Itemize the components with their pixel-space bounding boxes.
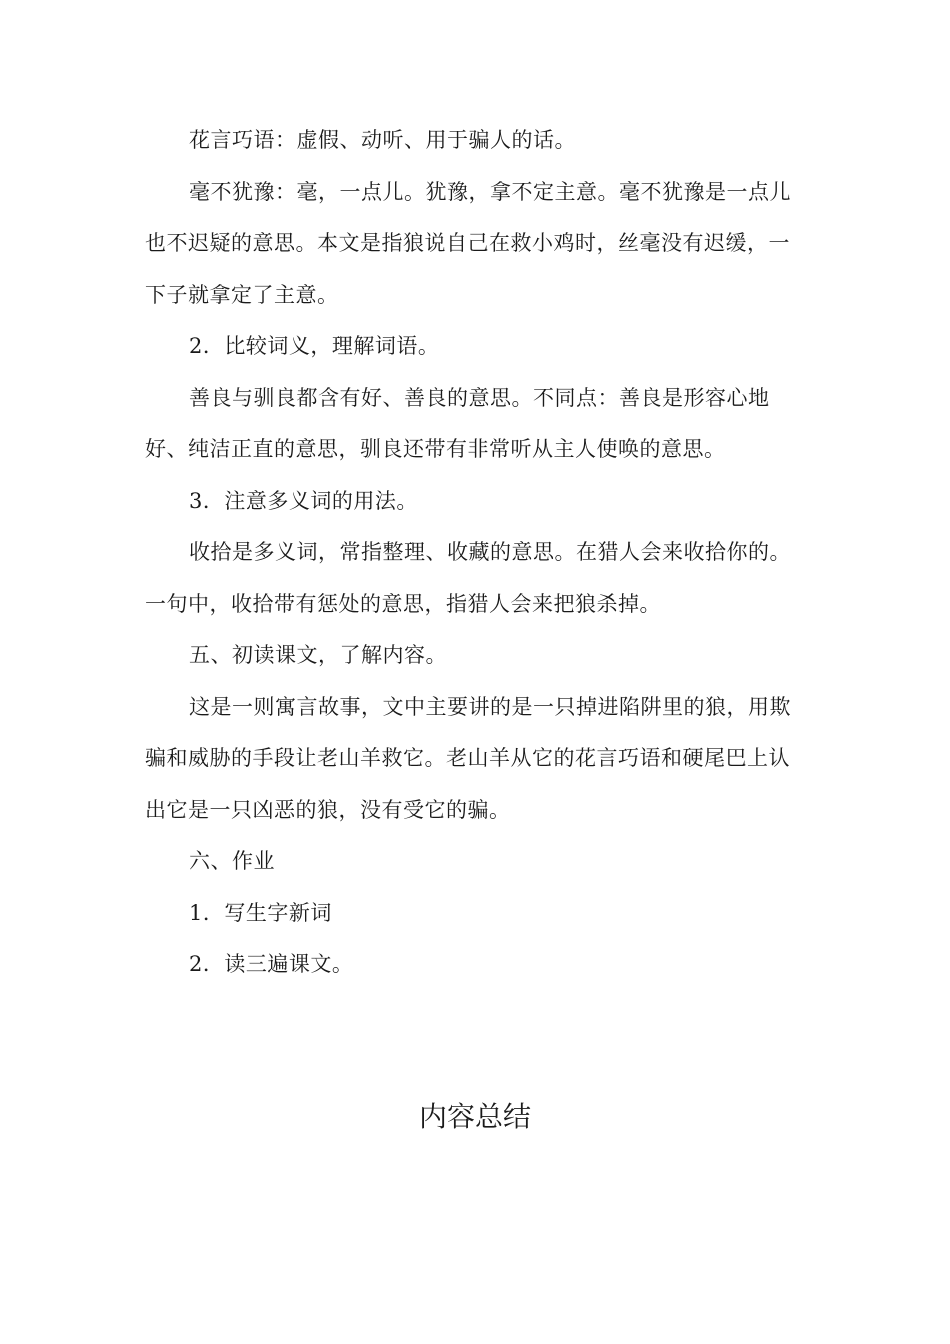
heading-homework: 六、作业 <box>189 849 275 873</box>
homework-item-1: 1．写生字新词 <box>189 900 332 925</box>
heading-compare-meaning: 2．比较词义，理解词语。 <box>189 334 440 358</box>
paragraph-fable-summary: 这是一则寓言故事，文中主要讲的是一只掉进陷阱里的狼，用欺骗和威胁的手段让老山羊救它。老山羊从它的花言巧语和硬尾巴上认出它是一只凶恶的狼，没有受它的骗。 <box>145 694 791 822</box>
heading-polysemy: 3．注意多义词的用法。 <box>189 488 418 513</box>
summary-title: 内容总结 <box>418 1100 531 1133</box>
homework-item-2: 2．读三遍课文。 <box>189 952 354 976</box>
paragraph-huayanqiaoyu: 花言巧语：虚假、动听、用于骗人的话。 <box>189 128 576 152</box>
paragraph-shanliang: 善良与驯良都含有好、善良的意思。不同点：善良是形容心地好、纯洁正直的意思，驯良还带有非常听从主人使唤的意思。 <box>145 385 770 461</box>
paragraph-shoushi: 收拾是多义词，常指整理、收藏的意思。在猎人会来收拾你的。一句中，收拾带有惩处的意思，指猎人会来把狼杀掉。 <box>145 540 791 616</box>
heading-first-reading: 五、初读课文，了解内容。 <box>189 643 447 667</box>
document-body <box>145 115 795 991</box>
paragraph-haobuyouyu: 毫不犹豫：毫，一点儿。犹豫，拿不定主意。毫不犹豫是一点儿也不迟疑的意思。本文是指狼说自己在救小鸡时，丝毫没有迟缓，一下子就拿定了主意。 <box>145 179 791 307</box>
